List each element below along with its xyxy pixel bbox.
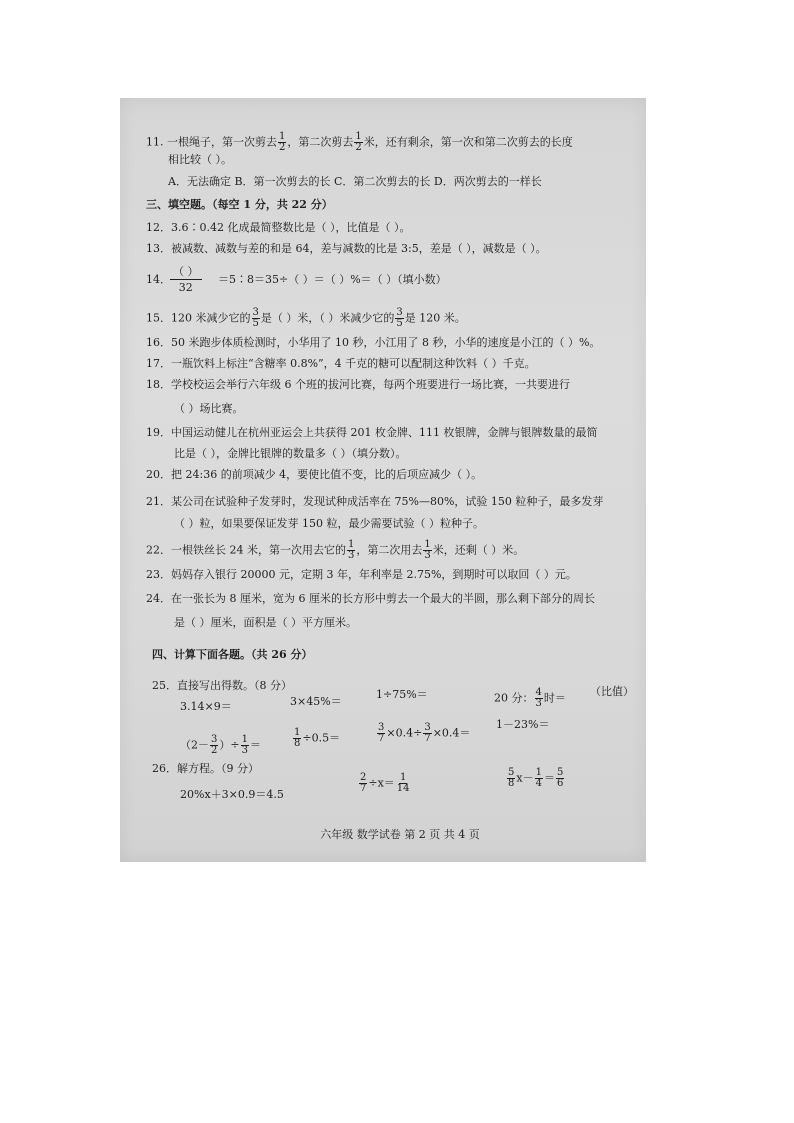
fraction: $\frac{1}{2}$ — [279, 131, 286, 153]
question-25-title: 25．直接写出得数。（8 分） — [152, 679, 292, 692]
question-23: 23．妈妈存入银行 20000 元，定期 3 年，年利率是 2.75%，到期时可以取回（ ）元。 — [146, 568, 577, 581]
question-11 — [146, 132, 573, 153]
equation: $\frac{2}{7}$ ÷x＝ $\frac{1}{14}$ — [360, 772, 410, 794]
question-21: 21．某公司在试验种子发芽时，发现试种成活率在 75%—80%，试验 150 粒种子，最多发芽 — [146, 495, 604, 508]
question-14: ＝5∶8＝35÷（ ）＝（ ）%＝（ ）（填小数） — [218, 273, 447, 286]
calc-item: 1÷75%＝ — [376, 688, 428, 701]
question-21-line2: （ ）粒，如果要保证发芽 150 粒，最少需要试验（ ）粒种子。 — [174, 517, 484, 530]
fraction: $\frac{3}{5}$ — [396, 307, 403, 329]
calc-item: $\frac{3}{7}$ ×0.4÷ $\frac{3}{7}$ ×0.4＝ — [378, 722, 471, 744]
question-11-line2: 相比较（ ）。 — [168, 153, 232, 166]
equation: 20%x＋3×0.9＝4.5 — [180, 788, 284, 801]
fraction: $\frac{1}{3}$ — [348, 539, 355, 561]
question-14-fraction: （ ） 32 — [170, 264, 202, 295]
calc-item: $\frac{1}{8}$ ÷0.5＝ — [294, 727, 341, 749]
question-14-number: 14． — [146, 273, 171, 286]
calc-note: （比值） — [590, 685, 634, 698]
question-26-title: 26．解方程。（9 分） — [152, 762, 259, 775]
section-3-heading: 三、填空题。（每空 1 分，共 22 分） — [146, 198, 333, 211]
question-text: 一根绳子，第一次剪去 — [167, 135, 277, 149]
calc-item: （2－ $\frac{3}{2}$ ）÷ $\frac{1}{3}$ ＝ — [180, 734, 261, 756]
equation: $\frac{5}{8}$ x－ $\frac{1}{4}$ ＝ $\frac{5}{6}$ — [508, 767, 564, 789]
question-19-line2: 比是（ ），金牌比银牌的数量多（ ）（填分数）。 — [174, 447, 407, 460]
question-24: 24．在一张长为 8 厘米，宽为 6 厘米的长方形中剪去一个最大的半圆，那么剩下部分的周长 — [146, 592, 595, 605]
fraction: $\frac{3}{5}$ — [252, 307, 259, 329]
fraction: $\frac{1}{3}$ — [424, 539, 431, 561]
question-number: 11. — [146, 135, 164, 149]
question-20: 20．把 24:36 的前项减少 4，要使比值不变，比的后项应减少（ ）。 — [146, 468, 483, 481]
fraction: $\frac{1}{2}$ — [355, 131, 362, 153]
question-19: 19．中国运动健儿在杭州亚运会上共获得 201 枚金牌、111 枚银牌，金牌与银牌数量的最简 — [146, 426, 598, 439]
section-4-heading: 四、计算下面各题。（共 26 分） — [152, 648, 313, 661]
question-22: 22．一根铁丝长 24 米，第一次用去它的 $\frac{1}{3}$ ，第二次用去 $\frac{1}{3}$ 米，还剩（ ）米。 — [146, 539, 525, 561]
question-text: ，第二次剪去 — [287, 135, 354, 149]
page-footer: 六年级 数学试卷 第 2 页 共 4 页 — [320, 828, 480, 841]
calc-item: 3.14×9＝ — [180, 700, 232, 713]
question-24-line2: 是（ ）厘米，面积是（ ）平方厘米。 — [174, 616, 357, 629]
question-15: 15．120 米减少它的 $\frac{3}{5}$ 是（ ）米，（ ）米减少它的 $\frac{3}{5}$ 是 120 米。 — [146, 307, 466, 329]
question-16: 16．50 米跑步体质检测时，小华用了 10 秒，小江用了 8 秒，小华的速度是小江的（ ）%。 — [146, 336, 601, 349]
question-18-line2: （ ）场比赛。 — [174, 402, 244, 415]
question-17: 17．一瓶饮料上标注“含糖率 0.8%”，4 千克的糖可以配制这种饮料（ ）千克。 — [146, 357, 536, 370]
calc-item: 1－23%＝ — [496, 718, 550, 731]
exam-page-photo — [120, 98, 646, 862]
calc-item: 3×45%＝ — [290, 695, 342, 708]
question-12: 12．3.6∶0.42 化成最简整数比是（ ），比值是（ ）。 — [146, 221, 411, 234]
question-13: 13．被减数、减数与差的和是 64，差与减数的比是 3:5，差是（ ），减数是（ ）。 — [146, 242, 547, 255]
question-18: 18．学校校运会举行六年级 6 个班的拔河比赛，每两个班要进行一场比赛，一共要进行 — [146, 378, 570, 391]
question-text: 米，还有剩余，第一次和第二次剪去的长度 — [363, 135, 573, 149]
calc-item: 20 分： $\frac{4}{3}$ 时＝ — [494, 687, 566, 709]
question-11-options: A．无法确定 B．第一次剪去的长 C．第二次剪去的长 D．两次剪去的一样长 — [168, 175, 542, 188]
